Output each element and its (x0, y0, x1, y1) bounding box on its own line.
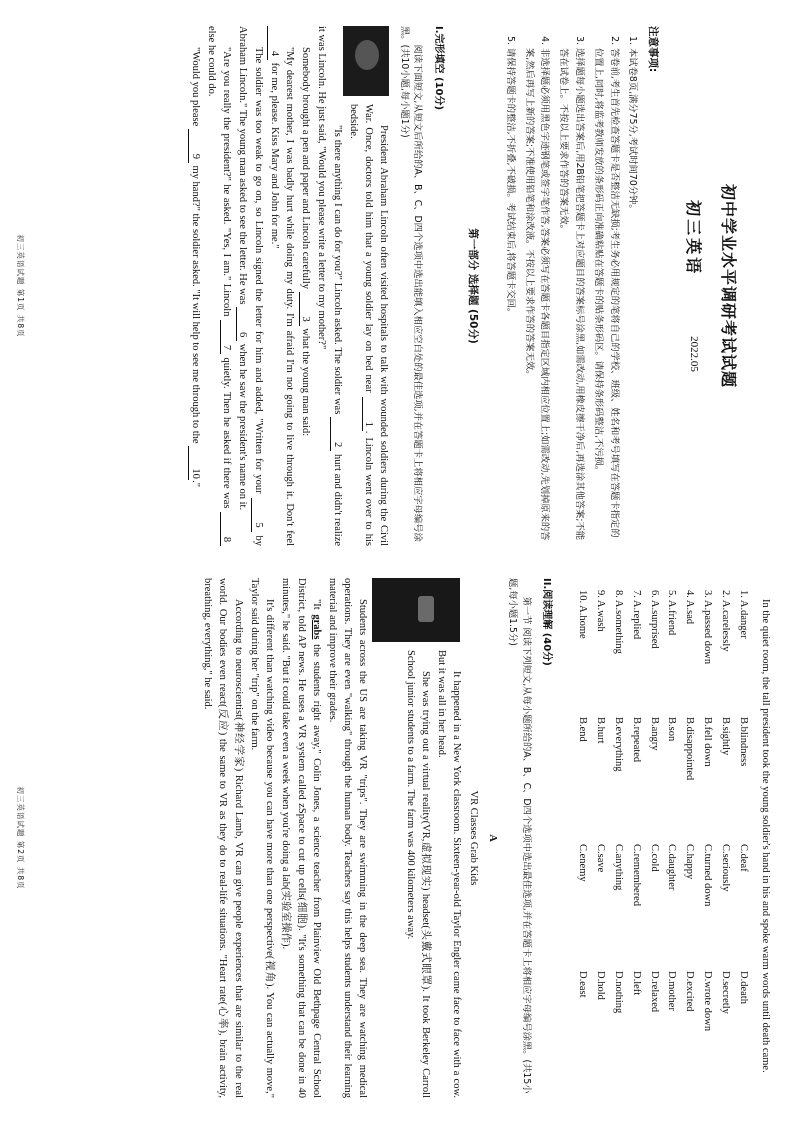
cloze-passage (188, 26, 392, 546)
option: B.fell down (702, 717, 714, 767)
cloze-paragraph: "Would you please 9 my hand?" the soldier asked. "It will help to see me through to the 10." (189, 47, 201, 488)
section-heading: I.完形填空 (10分) (432, 26, 444, 111)
page-footer: 初三英语试题 第1页 共8页 (15, 234, 25, 338)
page-footer: 初三英语试题 第2页 共8页 (15, 786, 25, 890)
blank-2: 2 (330, 417, 343, 451)
option: D.left (630, 971, 642, 996)
option: C.daughter (666, 844, 678, 891)
option: 6. A.surprised (648, 590, 660, 649)
exam-title: 初中学业水平调研考试试题 (719, 183, 738, 388)
option: C.deaf (737, 844, 749, 872)
vr-headset-photo (372, 578, 460, 642)
subject-row (682, 26, 705, 546)
passage-paragraph: According to neuroscientist(神经学家) Richard Lamb, VR can give people experiences that are similar to the real world. Our bodies even react(反应) the same to VR as they do to real-life situations. "Heart rate(心率), brain activity, breathing, everything," he said. (202, 578, 244, 1098)
option: C.save (595, 844, 607, 873)
passage-paragraph: She was trying out a virtual reality(VR,虚拟现实) headset(头戴式眼罩). It took Berkeley Carroll School junior students to a farm. The farm was 400 kilometers away. (404, 650, 432, 1098)
option: B.disappointed (684, 717, 696, 781)
cloze-paragraph: The soldier was too weak to go on, so Lincoln signed the letter for him and added, "Written for your 5 by Abraham Lincoln." The young man asked to see the letter. He was 6 when he saw the president's name on it. (237, 26, 264, 547)
blank-4: 4 (267, 26, 280, 60)
option: C.anything (612, 844, 624, 891)
option: 1. A.danger (737, 590, 749, 639)
option: 5. A.friend (666, 590, 678, 636)
option: D.nothing (612, 971, 624, 1014)
option: 3. A.passed down (702, 590, 714, 665)
section-instruction: 阅读下面短文,从短文后所给的A、B、C、D四个选项中选出能填入相应空白处的最佳选项,并在答题卡上将相应字母编号涂黑。(共10小题,每小题1分) (398, 26, 424, 542)
option: 2. A.carelessly (719, 590, 731, 652)
option: 9. A.wash (595, 590, 607, 632)
notice-item: 2. 答卷前,考生首先检查答题卡是否整洁无缺损;考生务必用规定的笔将自己的学校、班级、姓名和考号填写在答题卡指定的位置上,同时,将监考教师发放的条形码正向准确粘贴在答题卡的贴条形码区。请保持条形码整洁,不污损。 (590, 48, 622, 546)
option: C.enemy (577, 844, 589, 882)
blank-8: 8 (220, 512, 233, 546)
option: D.death (737, 971, 749, 1004)
option: C.remembered (630, 844, 642, 907)
option: B.repeated (630, 717, 642, 763)
notice-heading: 注意事项: (646, 26, 659, 73)
blank-9: 9 (188, 129, 201, 163)
blank-10: 10 (188, 446, 201, 480)
blank-7: 7 (220, 320, 233, 354)
option: C.turned down (702, 844, 714, 907)
option: B.blindness (737, 717, 749, 767)
part-heading: 第一部分 选择题 (50分) (467, 228, 480, 344)
passage-title: VR Classes Grab Kids (467, 790, 479, 886)
blank-5: 5 (251, 498, 264, 532)
option: D.hold (595, 971, 607, 1000)
option: C.seriously (719, 844, 731, 892)
notice-item: 5. 请保持答题卡的整洁,不折叠,不破损。考试结束后,将答题卡交回。 (502, 48, 518, 546)
option: B.end (577, 717, 589, 742)
reading-passage (200, 578, 464, 1098)
cloze-options (573, 590, 751, 1098)
passage-label: A (486, 834, 498, 842)
option: D.wrote down (702, 971, 714, 1032)
option: B.sightly (719, 717, 731, 756)
option: D.east (577, 971, 589, 998)
option: C.happy (684, 844, 696, 880)
underlined-word: grabs (310, 614, 322, 640)
option: B.everything (612, 717, 624, 772)
notice-item: 3. 选择题每小题选出答案后,用2B铅笔把答题卡上对应题目的答案标号涂黑,如需改动,用橡皮擦干净后,再选涂其他答案;不能答在试卷上。不按以上要求作答的答案无效。 (555, 48, 587, 546)
cloze-paragraph: "Is there anything I can do for you?" Lincoln asked. The soldier was 2 hurt and didn't realize it was Lincoln. He just said, "Would you please write a letter to my mother?" (316, 26, 343, 547)
exam-date: 2022.05 (687, 336, 700, 372)
blank-1: 1 (362, 397, 375, 431)
cloze-paragraph: "Are you really the president?" he asked. "Yes, I am." Lincoln 7 quietly. Then he asked if there was 8 else he could do. (204, 26, 234, 546)
cloze-paragraph: President Abraham Lincoln often visited hospitals to talk with wounded soldiers during the Civil War. Once, doctors told him that a young soldier lay on bed near 1. Lincoln went over to his bedside. (347, 104, 390, 547)
notice-item: 1. 本试卷8页,满分75分,考试时间70分钟。 (625, 48, 641, 546)
page-2 (14, 578, 774, 1098)
reading-heading: II.阅读理解 (40分) (541, 578, 553, 666)
subject-title: 初三英语 (683, 200, 703, 277)
lincoln-photo (343, 26, 389, 96)
option: B.hurt (595, 717, 607, 744)
passage-paragraph: It happened in a New York classroom. Sixteen-year-old Taylor Engler came face to face with a cow. But it was all in her head. (436, 650, 463, 1098)
option: 10. A.home (577, 590, 589, 639)
passage-paragraph: "It grabs the students right away," Colin Jones, a science teacher from Plainview Old Bethpage Central School District, told AP news. He uses a VR system called zSpace to cut up cells(细胞). "It's something that can be done in 40 minutes," he said. "But it could take even a week when you're doing a lab(实验室操作). (280, 578, 322, 1099)
page-1 (14, 26, 774, 546)
option: C.cold (648, 844, 660, 872)
option: D.secretly (719, 971, 731, 1014)
option: 8. A.something (612, 590, 624, 654)
option: B.angry (648, 717, 660, 751)
notice-item: 4. 非选择题必须用黑色字迹钢笔或签字笔作答,答案必须写在答题卡各题目指定区域内相应位置上;如需改动,先划掉原来的答案,然后再写上新的答案;不准使用铅笔和涂改液。不按以上要求作答的答案无效。 (521, 48, 553, 546)
passage-paragraph: Students across the US are taking VR "trips". They are swimming in the deep sea. They are watching medical operations. They are even "walking" through the human body. Teachers say this helps students understand their learning material and improve their grades. (327, 578, 369, 1098)
option: B.son (666, 717, 678, 742)
option: 7. A.replied (630, 590, 642, 640)
notice-list (502, 26, 640, 546)
cloze-paragraph: Somebody brought a pen and paper and Lincoln carefully 3 what the young man said: (300, 47, 312, 437)
blank-3: 3 (299, 292, 312, 326)
passage-paragraph: It's different than watching video because you can have more than one perspective(视角). You can actually move," Taylor said during her "trip" on the farm. (248, 578, 276, 1098)
blank-6: 6 (236, 307, 249, 341)
option: D.relaxed (648, 971, 660, 1013)
option: D.mother (666, 971, 678, 1011)
cloze-ending: In the quiet room, the tall president took the young soldier's hand in his and spoke warm words until death came. (760, 599, 771, 1073)
cloze-paragraph: "My dearest mother, I was badly hurt while doing my duty. I'm afraid I'm not going to live through it. Don't feel 4 for me, please. Kiss Mary and John for me." (267, 26, 297, 546)
reading-instruction: 第一节 阅读下列短文,从每小题所给的A、B、C、D四个选项中选出最佳选项,并在答题卡上将相应字母编号涂黑。(共15小题,每小题1.5分) (507, 578, 532, 1094)
option: 4. A.sad (684, 590, 696, 625)
option: D.excited (684, 971, 696, 1012)
